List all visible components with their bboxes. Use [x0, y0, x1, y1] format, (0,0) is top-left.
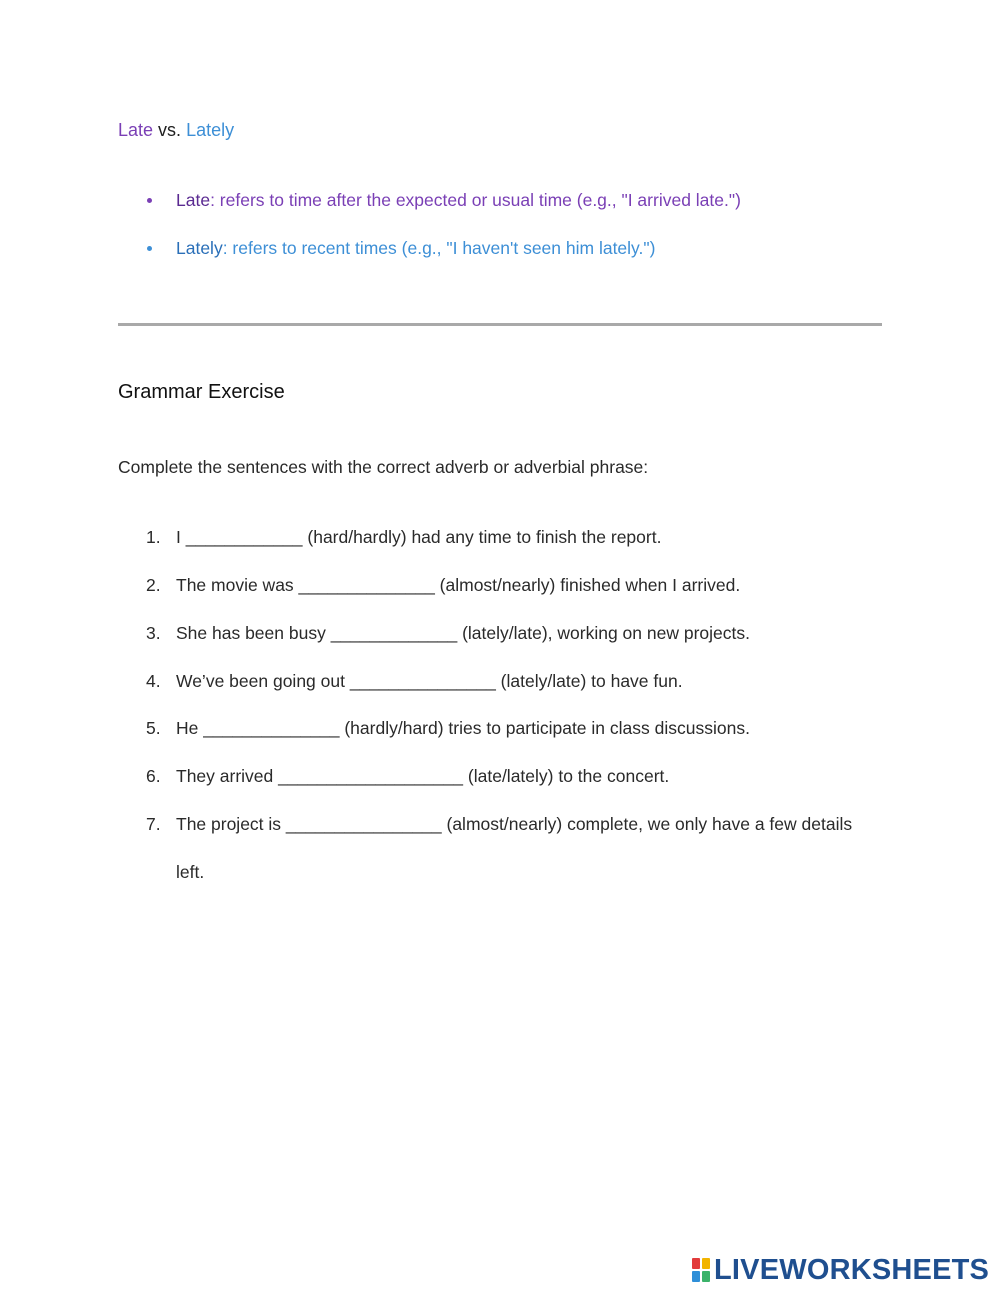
definition-lately: [176, 236, 655, 260]
exercise-number: 7.: [146, 814, 161, 834]
exercise-text: The project is ________________ (almost/nearly) complete, we only have a few details: [176, 814, 853, 834]
exercise-item-continuation: left.: [176, 862, 205, 882]
liveworksheets-logo: [692, 1254, 989, 1286]
section-title: Grammar Exercise: [118, 381, 285, 403]
definition-term: Late: [176, 190, 211, 210]
horizontal-divider: [118, 323, 882, 326]
heading-late: Late: [118, 120, 154, 140]
definition-late: [176, 188, 741, 212]
late-vs-lately-heading: [118, 118, 234, 142]
exercise-number: 2.: [146, 575, 161, 595]
exercise-number: 6.: [146, 766, 161, 786]
bullet-dot-icon: [147, 198, 152, 203]
exercise-number: 3.: [146, 623, 161, 643]
exercise-item[interactable]: [146, 764, 670, 788]
exercise-number: 1.: [146, 527, 161, 547]
exercise-text: He ______________ (hardly/hard) tries to participate in class discussions.: [176, 718, 750, 738]
exercise-item[interactable]: [146, 573, 741, 597]
exercise-number: 5.: [146, 718, 161, 738]
logo-text: LIVEWORKSHEETS: [714, 1254, 990, 1286]
heading-vs: vs.: [153, 120, 187, 140]
definition-text: : refers to recent times (e.g., "I haven't seen him lately."): [222, 238, 656, 258]
heading-lately: Lately: [186, 120, 235, 140]
exercise-text: The movie was ______________ (almost/nearly) finished when I arrived.: [176, 575, 741, 595]
exercise-text: She has been busy _____________ (lately/late), working on new projects.: [176, 623, 750, 643]
exercise-item[interactable]: [146, 621, 750, 645]
exercise-item[interactable]: [146, 669, 683, 693]
exercise-text: I ____________ (hard/hardly) had any time to finish the report.: [176, 527, 662, 547]
exercise-text: They arrived ___________________ (late/lately) to the concert.: [176, 766, 670, 786]
exercise-item[interactable]: [146, 716, 750, 740]
instructions: Complete the sentences with the correct adverb or adverbial phrase:: [118, 457, 649, 477]
exercise-item[interactable]: [146, 812, 853, 836]
definition-term: Lately: [176, 238, 223, 258]
exercise-item[interactable]: [146, 525, 662, 549]
exercise-text: We’ve been going out _______________ (lately/late) to have fun.: [176, 671, 683, 691]
bullet-dot-icon: [147, 246, 152, 251]
definition-text: : refers to time after the expected or usual time (e.g., "I arrived late."): [210, 190, 741, 210]
liveworksheets-logo-icon: [692, 1258, 710, 1282]
exercise-number: 4.: [146, 671, 161, 691]
